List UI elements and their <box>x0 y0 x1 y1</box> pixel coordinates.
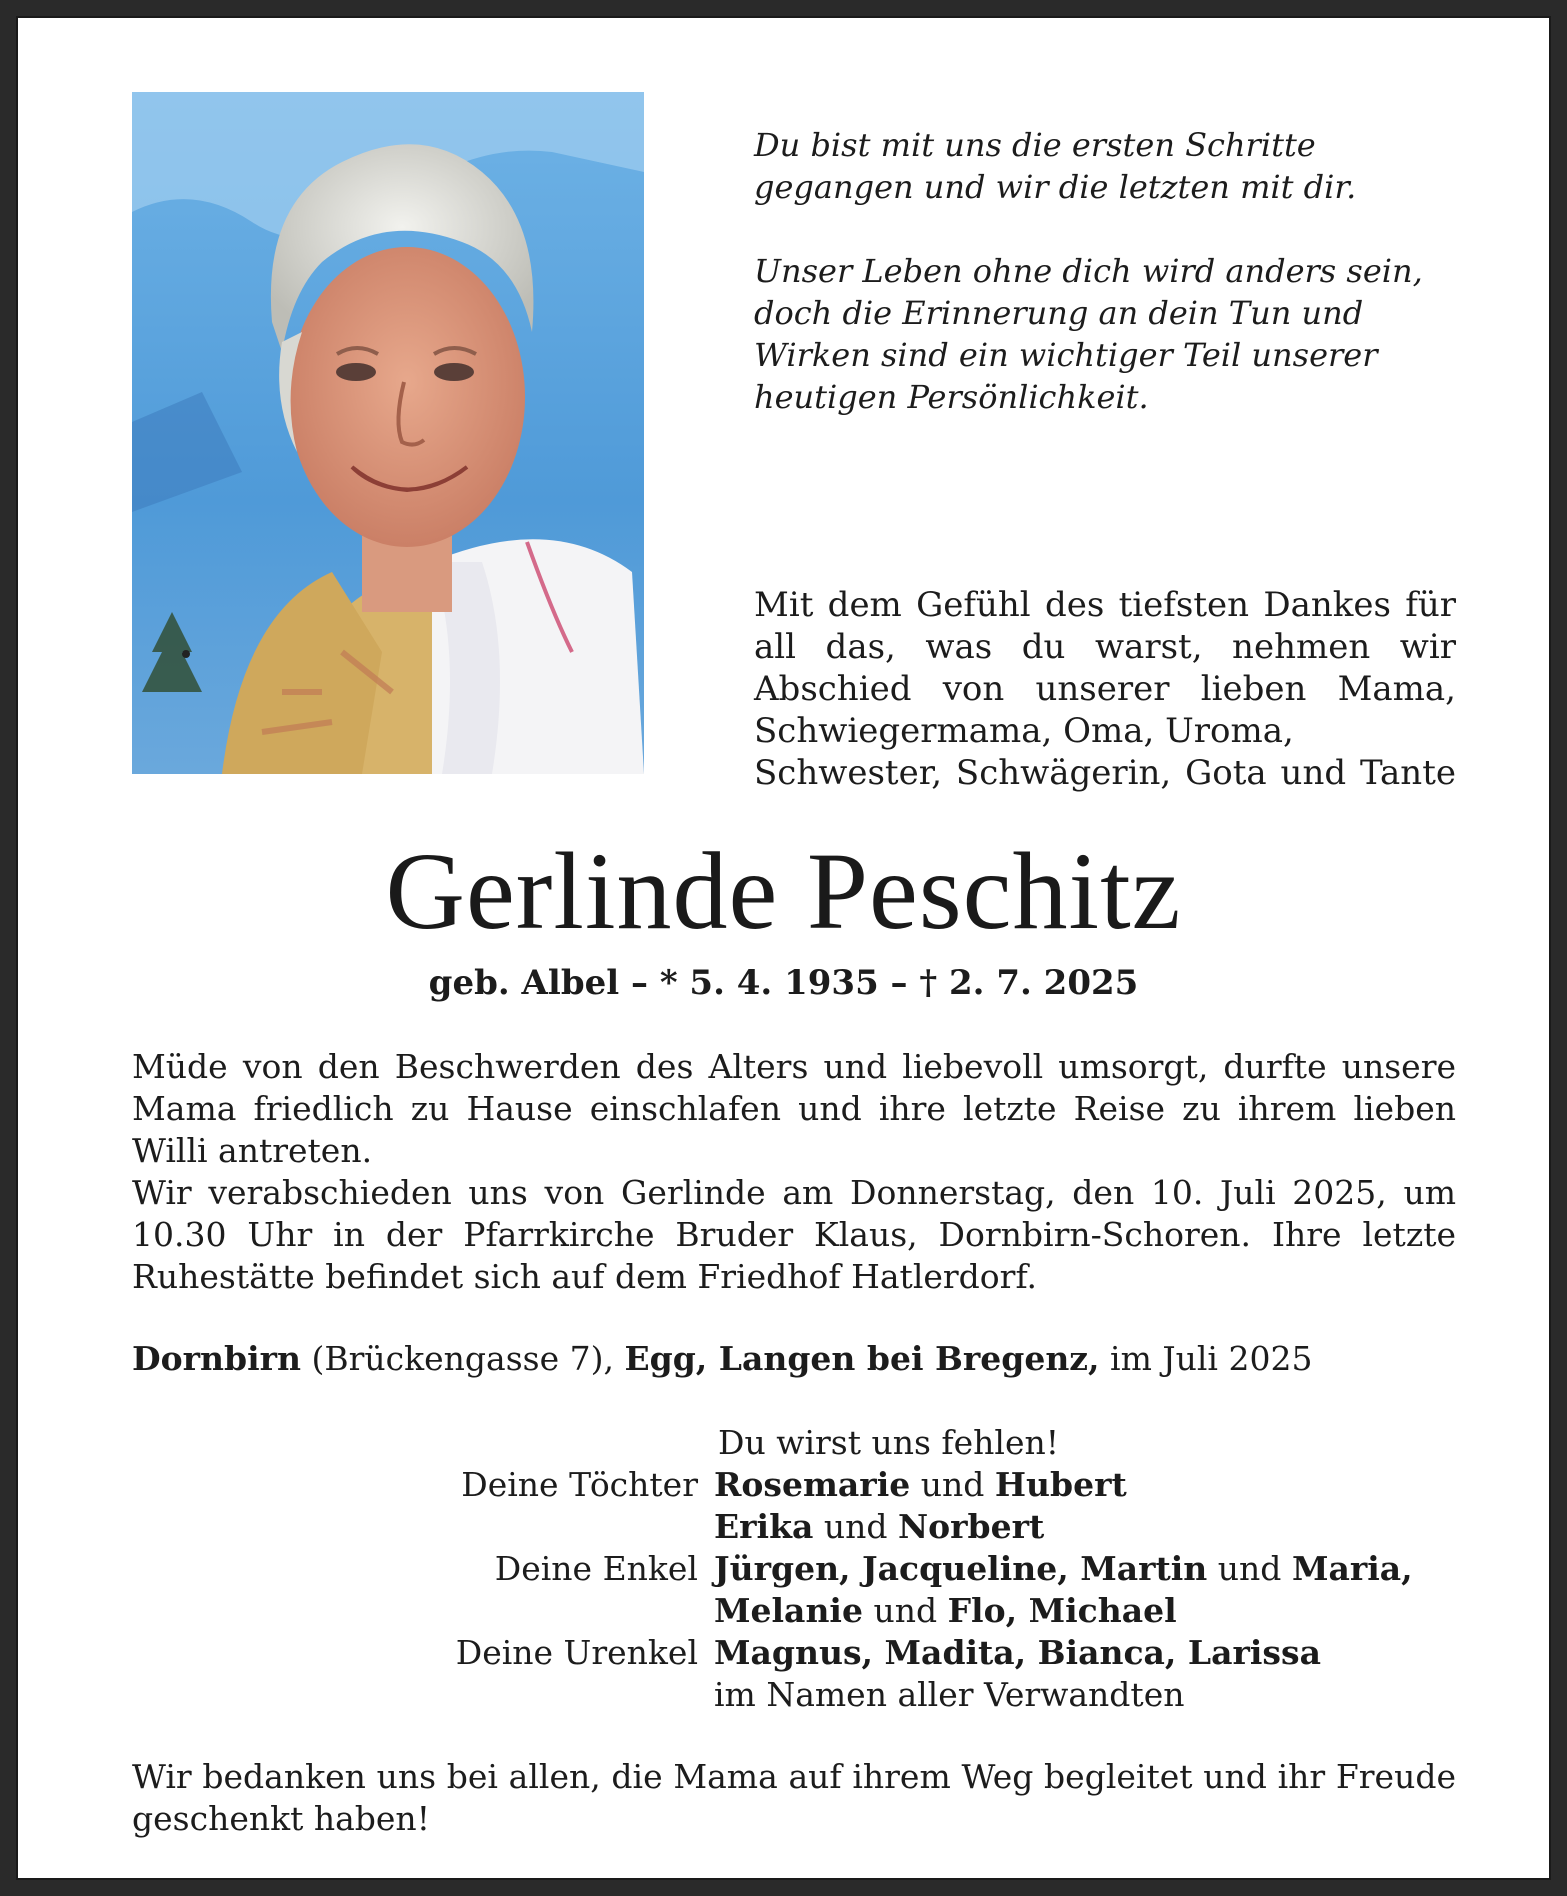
relation-label <box>132 1590 714 1632</box>
place-address: (Brückengasse 7), <box>311 1339 614 1378</box>
family-names <box>714 1548 1456 1590</box>
family-name: Melanie <box>714 1591 863 1630</box>
relation-label <box>132 1674 714 1716</box>
family-name: Erika <box>714 1507 814 1546</box>
family-names <box>714 1632 1456 1674</box>
family-name: Hubert <box>994 1465 1127 1504</box>
farewell-intro <box>754 584 1456 794</box>
intro-text: Mit dem Gefühl des tiefsten Dankes für all das, was du warst, nehmen wir Abschied von unserer lieben Mama, Schwiegermama, Oma, Uroma, <box>754 585 1456 751</box>
poem-stanza: Unser Leben ohne dich wird anders sein, doch die Erinnerung an dein Tun und Wirken sind ein wichtiger Teil unserer heutigen Persönlichkeit. <box>754 252 1423 416</box>
place-date: im Juli 2025 <box>1110 1339 1313 1378</box>
place-towns: Egg, Langen bei Bregenz, <box>624 1339 1100 1378</box>
relatives-line: im Namen aller Verwandten <box>714 1675 1185 1714</box>
family-row <box>132 1506 1456 1548</box>
family-name: Flo, Michael <box>947 1591 1177 1630</box>
thanks-text: Wir bedanken uns bei allen, die Mama auf ihrem Weg begleitet und ihr Freude geschenkt haben! <box>132 1757 1456 1838</box>
announcement-text <box>132 1046 1456 1298</box>
family-name: Norbert <box>897 1507 1045 1546</box>
family-name: Rosemarie <box>714 1465 911 1504</box>
portrait-photo <box>132 92 644 774</box>
relation-label <box>132 1506 714 1548</box>
obituary-card <box>16 16 1551 1880</box>
family-connector: und <box>1217 1549 1282 1588</box>
family-row <box>132 1464 1456 1506</box>
family-row <box>132 1548 1456 1590</box>
relation-label: Deine Töchter <box>461 1465 698 1504</box>
poem <box>754 124 1474 418</box>
closing-line: Du wirst uns fehlen! <box>718 1423 1059 1462</box>
poem-stanza: Du bist mit uns die ersten Schritte gegangen und wir die letzten mit dir. <box>754 126 1357 206</box>
family-row <box>132 1632 1456 1674</box>
relation-label: Deine Enkel <box>494 1549 698 1588</box>
place-line <box>132 1338 1312 1380</box>
family-names <box>714 1506 1456 1548</box>
family-name: Jürgen, Jacqueline, Martin <box>714 1549 1208 1588</box>
family-row <box>132 1590 1456 1632</box>
family-row <box>132 1674 1456 1716</box>
family-name: Magnus, Madita, Bianca, Larissa <box>714 1633 1321 1672</box>
family-connector: und <box>920 1465 985 1504</box>
family-list <box>132 1464 1456 1716</box>
family-name: Maria, <box>1291 1549 1413 1588</box>
announcement-paragraph: Wir verabschieden uns von Gerlinde am Donnerstag, den 10. Juli 2025, um 10.30 Uhr in der Pfarrkirche Bruder Klaus, Dornbirn-Schoren. Ihre letzte Ruhestätte befindet sich auf dem Friedhof Hatlerdorf. <box>132 1173 1456 1296</box>
family-connector: und <box>823 1507 888 1546</box>
intro-last-line: Schwester, Schwägerin, Gota und Tante <box>754 753 1456 793</box>
family-names <box>714 1464 1456 1506</box>
deceased-name: Gerlinde Peschitz <box>385 830 1182 952</box>
announcement-paragraph: Müde von den Beschwerden des Alters und liebevoll umsorgt, durfte unsere Mama friedlich zu Hause einschlafen und ihre letzte Reise zu ihrem lieben Willi antreten. <box>132 1047 1456 1170</box>
family-names <box>714 1590 1456 1632</box>
family-connector: und <box>873 1591 938 1630</box>
relation-label: Deine Urenkel <box>455 1633 698 1672</box>
place-town: Dornbirn <box>132 1339 301 1378</box>
birth-death-dates: geb. Albel – * 5. 4. 1935 – † 2. 7. 2025 <box>428 963 1139 1003</box>
